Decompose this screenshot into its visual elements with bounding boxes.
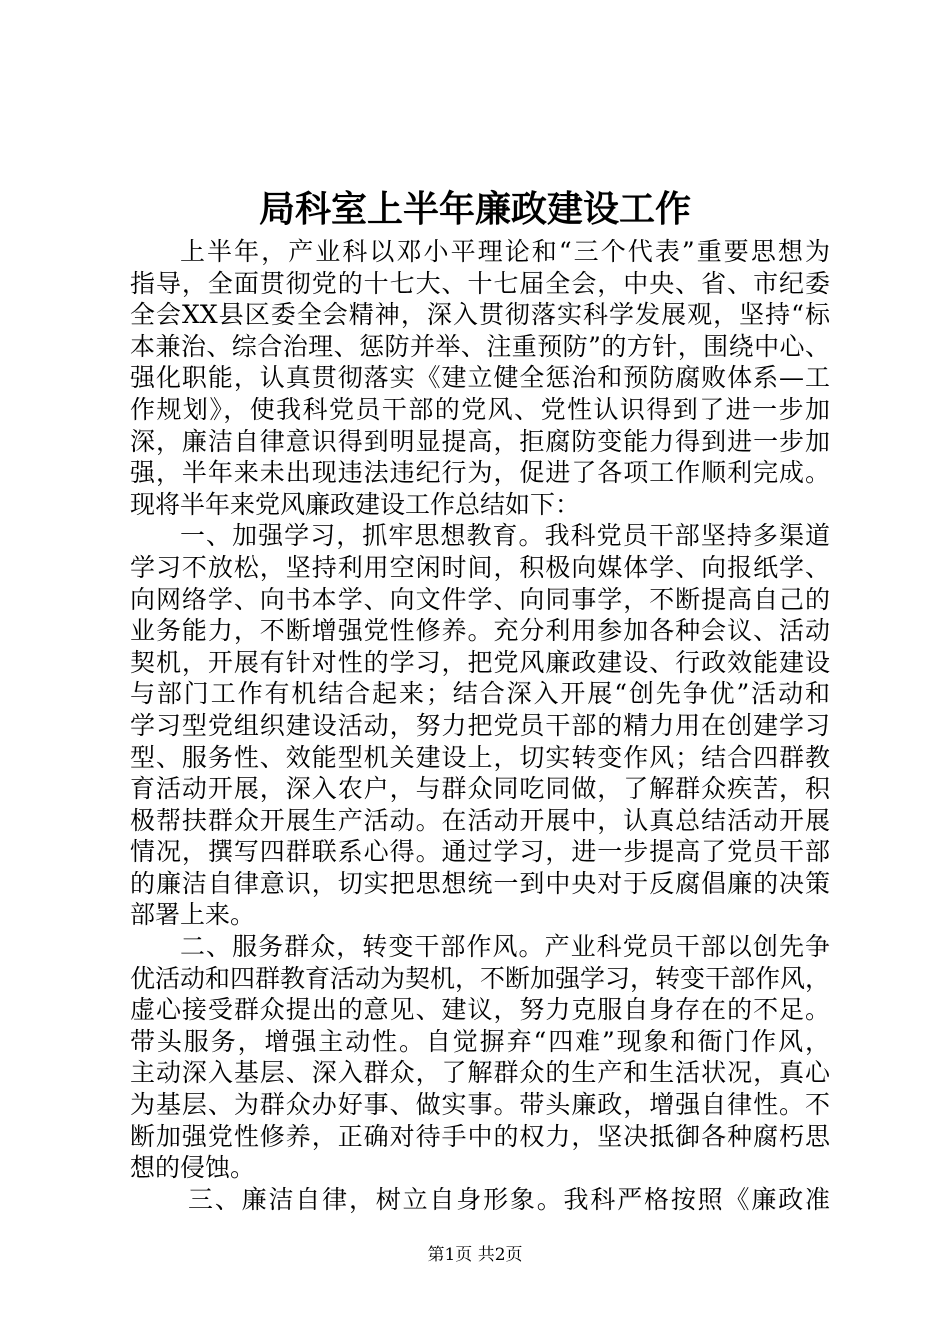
text-line: 主动深入基层、深入群众，了解群众的生产和生活状况，真心 — [130, 1058, 830, 1088]
text-line: 深，廉洁自律意识得到明显提高，拒腐防变能力得到进一步加 — [130, 426, 830, 456]
text-line: 业务能力，不断增强党性修养。充分利用参加各种会议、活动 — [130, 616, 830, 646]
text-line: 情况，撰写四群联系心得。通过学习，进一步提高了党员干部 — [130, 837, 830, 867]
text-line: 全会XX县区委全会精神，深入贯彻落实科学发展观，坚持“标 — [130, 300, 830, 330]
text-line: 指导，全面贯彻党的十七大、十七届全会，中央、省、市纪委 — [130, 268, 830, 298]
text-line: 作规划》，使我科党员干部的党风、党性认识得到了进一步加 — [130, 394, 830, 424]
text-line: 三、廉洁自律，树立自身形象。我科严格按照《廉政准 — [188, 1184, 830, 1214]
text-line: 优活动和四群教育活动为契机，不断加强学习，转变干部作风， — [130, 963, 831, 993]
text-line: 一、加强学习，抓牢思想教育。我科党员干部坚持多渠道 — [180, 521, 830, 551]
text-line: 的廉洁自律意识，切实把思想统一到中央对于反腐倡廉的决策 — [130, 868, 830, 898]
text-line: 型、服务性、效能型机关建设上，切实转变作风；结合四群教 — [130, 742, 830, 772]
text-line: 本兼治、综合治理、惩防并举、注重预防”的方针，围绕中心、 — [130, 331, 830, 361]
text-line: 与部门工作有机结合起来；结合深入开展“创先争优”活动和 — [130, 679, 830, 709]
text-line: 部署上来。 — [130, 900, 256, 930]
text-line: 学习不放松，坚持利用空闲时间，积极向媒体学、向报纸学、 — [130, 552, 830, 582]
text-line: 断加强党性修养，正确对待手中的权力，坚决抵御各种腐朽思 — [130, 1121, 830, 1151]
document-body — [130, 236, 830, 1215]
text-line: 为基层、为群众办好事、做实事。带头廉政，增强自律性。不 — [130, 1090, 830, 1120]
text-line: 二、服务群众，转变干部作风。产业科党员干部以创先争 — [180, 932, 830, 962]
text-line: 强，半年来未出现违法违纪行为，促进了各项工作顺利完成。 — [130, 458, 830, 488]
text-line: 虚心接受群众提出的意见、建议，努力克服自身存在的不足。 — [130, 995, 830, 1025]
text-line: 强化职能，认真贯彻落实《建立健全惩治和预防腐败体系—工 — [130, 363, 830, 393]
page-number: 第1页 共2页 — [427, 1245, 523, 1265]
text-line: 想的侵蚀。 — [130, 1153, 256, 1183]
document-title: 局科室上半年廉政建设工作 — [258, 188, 691, 230]
text-line: 极帮扶群众开展生产活动。在活动开展中，认真总结活动开展 — [130, 805, 830, 835]
text-line: 向网络学、向书本学、向文件学、向同事学，不断提高自己的 — [130, 584, 830, 614]
text-line: 上半年，产业科以邓小平理论和“三个代表”重要思想为 — [180, 237, 830, 266]
text-line: 带头服务，增强主动性。自觉摒弃“四难”现象和衙门作风， — [130, 1026, 830, 1056]
text-line: 现将半年来党风廉政建设工作总结如下： — [130, 489, 581, 519]
text-line: 育活动开展，深入农户，与群众同吃同做，了解群众疾苦，积 — [130, 774, 830, 804]
text-line: 学习型党组织建设活动，努力把党员干部的精力用在创建学习 — [130, 710, 830, 740]
text-line: 契机，开展有针对性的学习，把党风廉政建设、行政效能建设 — [130, 647, 830, 677]
